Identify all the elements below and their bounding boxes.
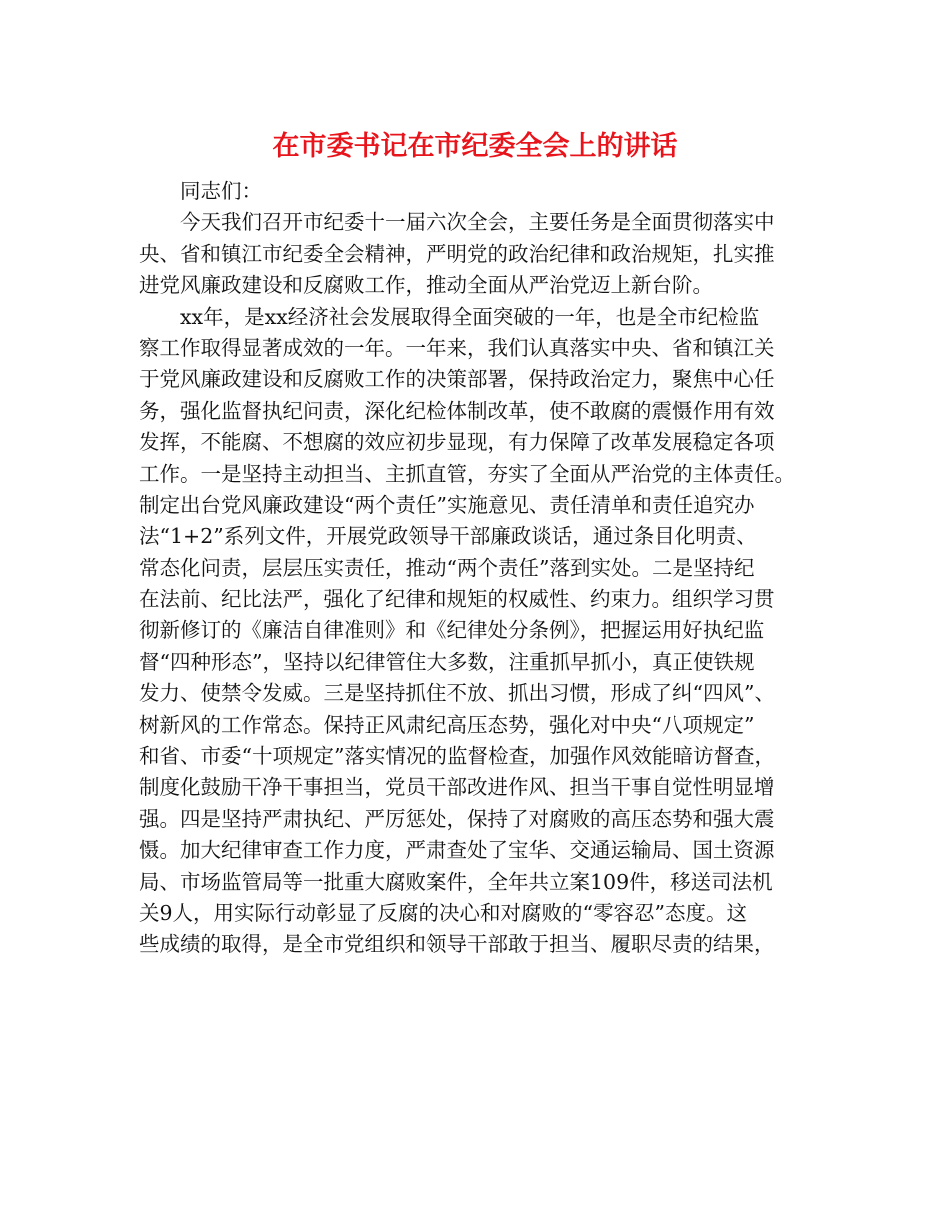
paragraph-line: 务，强化监督执纪问责，深化纪检体制改革，使不敢腐的震慑作用有效 — [139, 398, 775, 423]
paragraph-line: 在法前、纪比法严，强化了纪律和规矩的权威性、约束力。组织学习贯 — [139, 587, 775, 612]
paragraph-line: 督“四种形态”，坚持以纪律管住大多数，注重抓早抓小，真正使铁规 — [139, 649, 755, 674]
paragraph-line: 发挥，不能腐、不想腐的效应初步显现，有力保障了改革发展稳定各项 — [139, 430, 775, 455]
paragraph-line: 央、省和镇江市纪委全会精神，严明党的政治纪律和政治规矩，扎实推 — [139, 241, 775, 266]
paragraph-line: 关9人，用实际行动彰显了反腐的决心和对腐败的“零容忍”态度。这 — [139, 900, 748, 925]
paragraph-line: 常态化问责，层层压实责任，推动“两个责任”落到实处。二是坚持纪 — [139, 555, 755, 580]
paragraph-line: 制度化鼓励干净干事担当，党员干部改进作风、担当干事自觉性明显增 — [139, 775, 775, 800]
paragraph-line: 于党风廉政建设和反腐败工作的决策部署，保持政治定力，聚焦中心任 — [139, 367, 775, 392]
paragraph-line: 工作。一是坚持主动担当、主抓直管，夯实了全面从严治党的主体责任。 — [139, 461, 795, 486]
paragraph-line: 和省、市委“十项规定”落实情况的监督检查，加强作风效能暗访督查， — [139, 744, 775, 769]
paragraph-line: 同志们： — [180, 179, 262, 203]
paragraph-line: 强。四是坚持严肃执纪、严厉惩处，保持了对腐败的高压态势和强大震 — [139, 806, 775, 831]
paragraph-line: 今天我们召开市纪委十一届六次全会，主要任务是全面贯彻落实中 — [180, 210, 775, 235]
paragraph-line: 局、市场监管局等一批重大腐败案件，全年共立案109件，移送司法机 — [139, 869, 773, 894]
paragraph-line: 进党风廉政建设和反腐败工作，推动全面从严治党迈上新台阶。 — [139, 273, 713, 298]
paragraph-line: 些成绩的取得，是全市党组织和领导干部敢于担当、履职尽责的结果， — [139, 932, 775, 957]
paragraph-line: 彻新修订的《廉洁自律准则》和《纪律处分条例》，把握运用好执纪监 — [139, 618, 765, 643]
paragraph-line: 树新风的工作常态。保持正风肃纪高压态势，强化对中央“八项规定” — [139, 712, 755, 737]
paragraph-line: xx年，是xx经济社会发展取得全面突破的一年，也是全市纪检监 — [180, 304, 760, 329]
paragraph-line: 制定出台党风廉政建设“两个责任”实施意见、责任清单和责任追究办 — [139, 492, 755, 517]
paragraph-line: 慑。加大纪律审查工作力度，严肃查处了宝华、交通运输局、国土资源 — [139, 838, 775, 863]
paragraph-line: 察工作取得显著成效的一年。一年来，我们认真落实中央、省和镇江关 — [139, 335, 775, 360]
paragraph-line: 法“1+2”系列文件，开展党政领导干部廉政谈话，通过条目化明责、 — [139, 524, 757, 549]
document-title: 在市委书记在市纪委全会上的讲话 — [272, 131, 678, 162]
paragraph-line: 发力、使禁令发威。三是坚持抓住不放、抓出习惯，形成了纠“四风”、 — [139, 681, 775, 706]
document-body — [139, 176, 819, 961]
